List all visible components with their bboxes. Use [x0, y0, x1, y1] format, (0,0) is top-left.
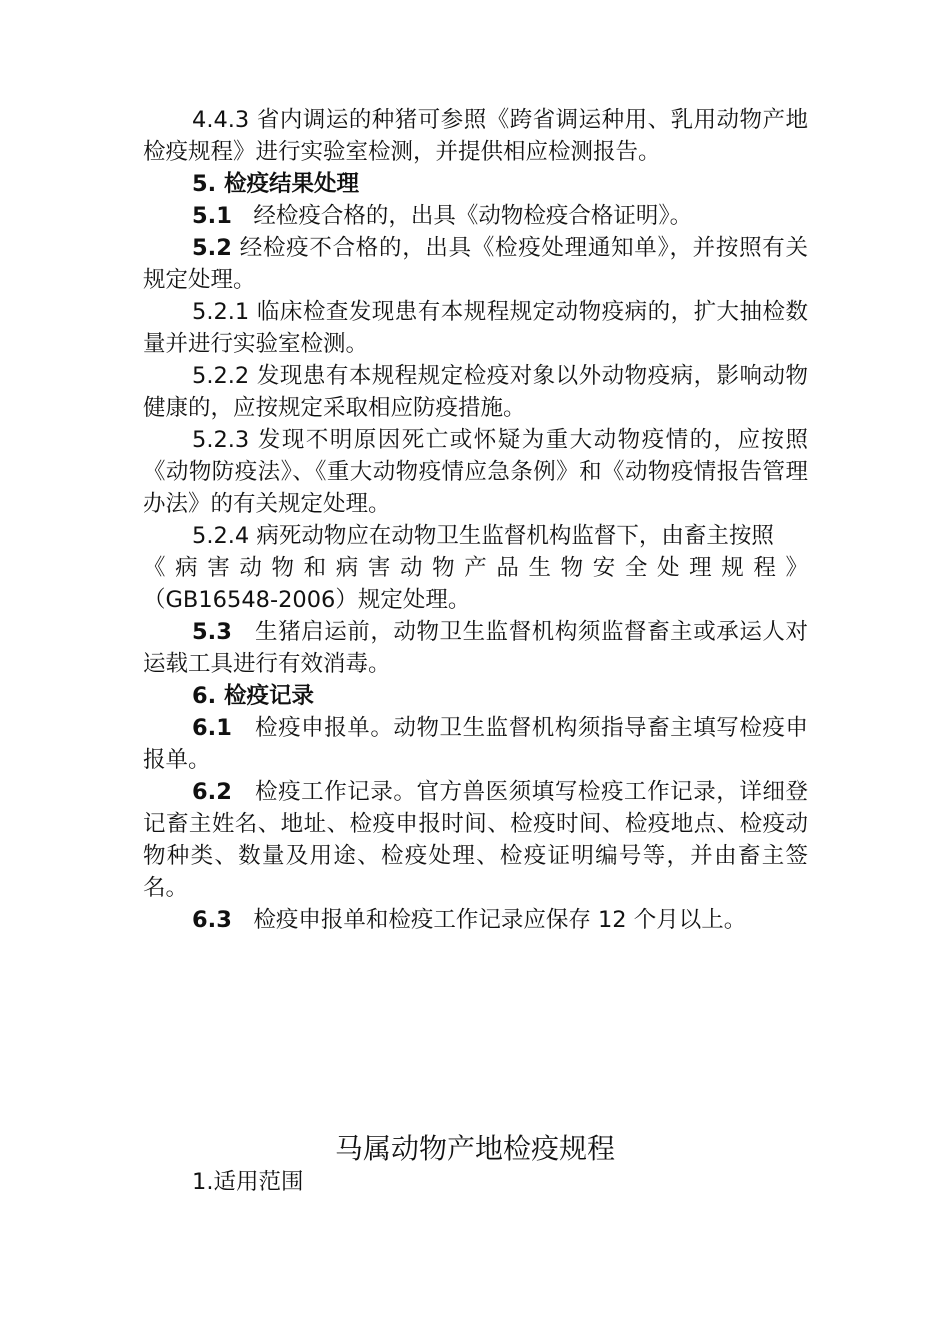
clause-text: 检疫工作记录。官方兽医须填写检疫工作记录，详细登记畜主姓名、地址、检疫申报时间、检疫时间、检疫地点、检疫动物种类、数量及用途、检疫处理、检疫证明编号等，并由畜主签名。 — [143, 779, 808, 901]
paragraph-5-1 — [143, 200, 808, 232]
paragraph-5-2-4: 5.2.4 病死动物应在动物卫生监督机构监督下，由畜主按照 — [192, 523, 774, 549]
section-subheading: 1.适用范围 — [192, 1169, 304, 1195]
section-title: 马属动物产地检疫规程 — [334, 1132, 615, 1165]
clause-number: 5.1 — [192, 203, 232, 229]
paragraph-5-2 — [143, 232, 808, 296]
clause-text: 检疫申报单和检疫工作记录应保存 12 个月以上。 — [253, 907, 747, 933]
clause-text: 经检疫合格的，出具《动物检疫合格证明》。 — [253, 203, 693, 229]
paragraph-5-2-3: 5.2.3 发现不明原因死亡或怀疑为重大动物疫情的，应按照《动物防疫法》、《重大动物疫情应急条例》和《动物疫情报告管理办法》的有关规定处理。 — [143, 427, 808, 517]
clause-number: 5.2 — [192, 235, 232, 261]
document-body — [143, 104, 808, 936]
paragraph-5-2-1: 5.2.1 临床检查发现患有本规程规定动物疫病的，扩大抽检数量并进行实验室检测。 — [143, 299, 808, 357]
clause-text: 生猪启运前，动物卫生监督机构须监督畜主或承运人对运载工具进行有效消毒。 — [143, 619, 808, 677]
paragraph-5-2-4-standard-title: 《病害动物和病害动物产品生物安全处理规程》 — [143, 555, 808, 581]
paragraph-4-4-3: 4.4.3 省内调运的种猪可参照《跨省调运种用、乳用动物产地检疫规程》进行实验室检测，并提供相应检测报告。 — [143, 107, 808, 165]
paragraph-5-2-2: 5.2.2 发现患有本规程规定检疫对象以外动物疫病，影响动物健康的，应按规定采取相应防疫措施。 — [143, 363, 808, 421]
clause-number: 6.1 — [192, 715, 232, 741]
heading-5: 5. 检疫结果处理 — [192, 171, 360, 197]
clause-text: 检疫申报单。动物卫生监督机构须指导畜主填写检疫申报单。 — [143, 715, 808, 773]
paragraph-6-2 — [143, 776, 808, 904]
paragraph-6-1 — [143, 712, 808, 776]
clause-number: 6.3 — [192, 907, 232, 933]
clause-number: 6.2 — [192, 779, 232, 805]
paragraph-5-2-4-standard-code: （GB16548-2006）规定处理。 — [143, 587, 471, 613]
clause-text: 经检疫不合格的，出具《检疫处理通知单》，并按照有关规定处理。 — [143, 235, 808, 293]
paragraph-6-3 — [143, 904, 808, 936]
paragraph-5-3 — [143, 616, 808, 680]
clause-number: 5.3 — [192, 619, 232, 645]
heading-6: 6. 检疫记录 — [192, 683, 315, 709]
